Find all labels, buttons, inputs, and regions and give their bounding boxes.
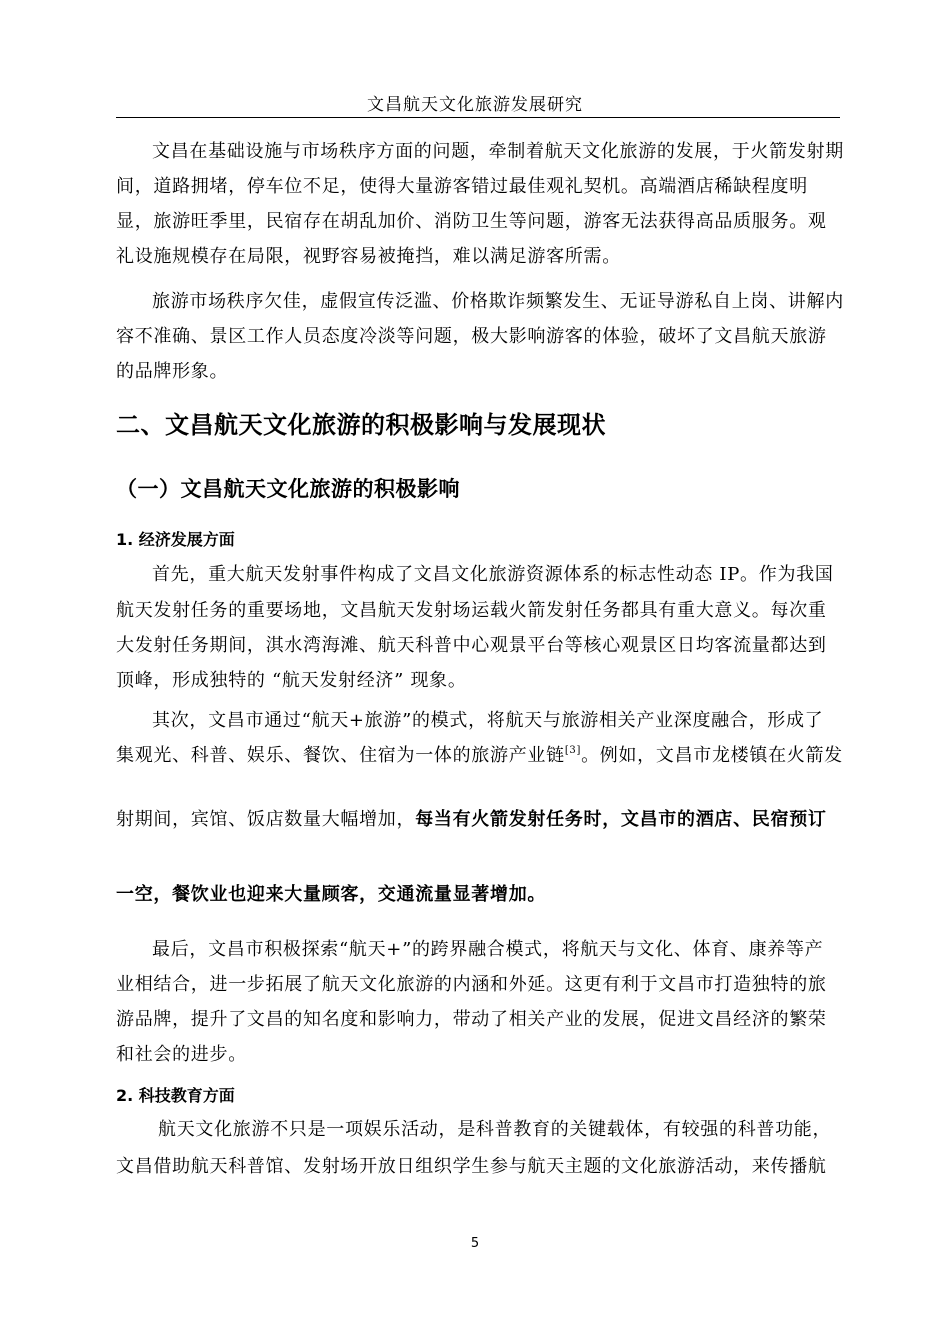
para1-line2: 间，道路拥堵，停车位不足，使得大量游客错过最佳观礼契机。高端酒店稀缺程度明 (116, 176, 808, 197)
para5-line4: 和社会的进步。 (116, 1044, 247, 1065)
para6-line2: 文昌借助航天科普馆、发射场开放日组织学生参与航天主题的文化旅游活动，来传播航 (116, 1156, 827, 1177)
para3-line2: 航天发射任务的重要场地，文昌航天发射场运载火箭发射任务都具有重大意义。每次重 (116, 600, 827, 621)
para5-line3: 游品牌，提升了文昌的知名度和影响力，带动了相关产业的发展，促进文昌经济的繁荣 (116, 1009, 827, 1030)
para5-line1: 最后，文昌市积极探索“航天+”的跨界融合模式，将航天与文化、体育、康养等产 (152, 939, 824, 960)
para1-line1: 文昌在基础设施与市场秩序方面的问题，牵制着航天文化旅游的发展，于火箭发射期 (152, 141, 844, 162)
subsection-heading: （一）文昌航天文化旅游的积极影响 (116, 477, 460, 501)
para4-line2-text-cont: 。例如，文昌市龙楼镇在火箭发 (581, 745, 843, 766)
section-heading: 二、文昌航天文化旅游的积极影响与发展现状 (116, 411, 606, 439)
para2-line3: 的品牌形象。 (116, 361, 229, 382)
para4-line2 (116, 741, 846, 767)
running-header: 文昌航天文化旅游发展研究 (367, 95, 583, 115)
para2-line1: 旅游市场秩序欠佳，虚假宣传泛滥、价格欺诈频繁发生、无证导游私自上岗、讲解内 (152, 291, 844, 312)
page-number: 5 (470, 1236, 480, 1251)
para4-line3-text: 射期间，宾馆、饭店数量大幅增加， (116, 809, 416, 830)
header-rule (116, 117, 840, 118)
para4-line3-bold: 每当有火箭发射任务时，文昌市的酒店、民宿预订 (415, 809, 827, 830)
para4-line4-bold: 一空，餐饮业也迎来大量顾客，交通流量显著增加。 (116, 884, 547, 905)
para1-line3: 显，旅游旺季里，民宿存在胡乱加价、消防卫生等问题，游客无法获得高品质服务。观 (116, 211, 827, 232)
para5-line2: 业相结合，进一步拓展了航天文化旅游的内涵和外延。这更有利于文昌市打造独特的旅 (116, 974, 827, 995)
para3-line3: 大发射任务期间，淇水湾海滩、航天科普中心观景平台等核心观景区日均客流量都达到 (116, 635, 827, 656)
item-heading-economy: 1. 经济发展方面 (116, 530, 235, 549)
para1-line4: 礼设施规模存在局限，视野容易被掩挡，难以满足游客所需。 (116, 246, 621, 267)
citation-ref: [3] (564, 745, 582, 756)
item-heading-education: 2. 科技教育方面 (116, 1086, 235, 1105)
para4-line2-text: 集观光、科普、娱乐、餐饮、住宿为一体的旅游产业链 (116, 745, 565, 766)
para6-line1: 航天文化旅游不只是一项娱乐活动，是科普教育的关键载体，有较强的科普功能， (158, 1119, 832, 1140)
para4-line1: 其次，文昌市通过“航天+旅游”的模式，将航天与旅游相关产业深度融合，形成了 (152, 710, 824, 731)
para4-line3 (116, 805, 846, 831)
para3-line1: 首先，重大航天发射事件构成了文昌文化旅游资源体系的标志性动态 IP。作为我国 (152, 564, 834, 585)
para3-line4: 顶峰，形成独特的 “航天发射经济” 现象。 (116, 670, 467, 691)
para2-line2: 容不准确、景区工作人员态度冷淡等问题，极大影响游客的体验，破坏了文昌航天旅游 (116, 326, 827, 347)
